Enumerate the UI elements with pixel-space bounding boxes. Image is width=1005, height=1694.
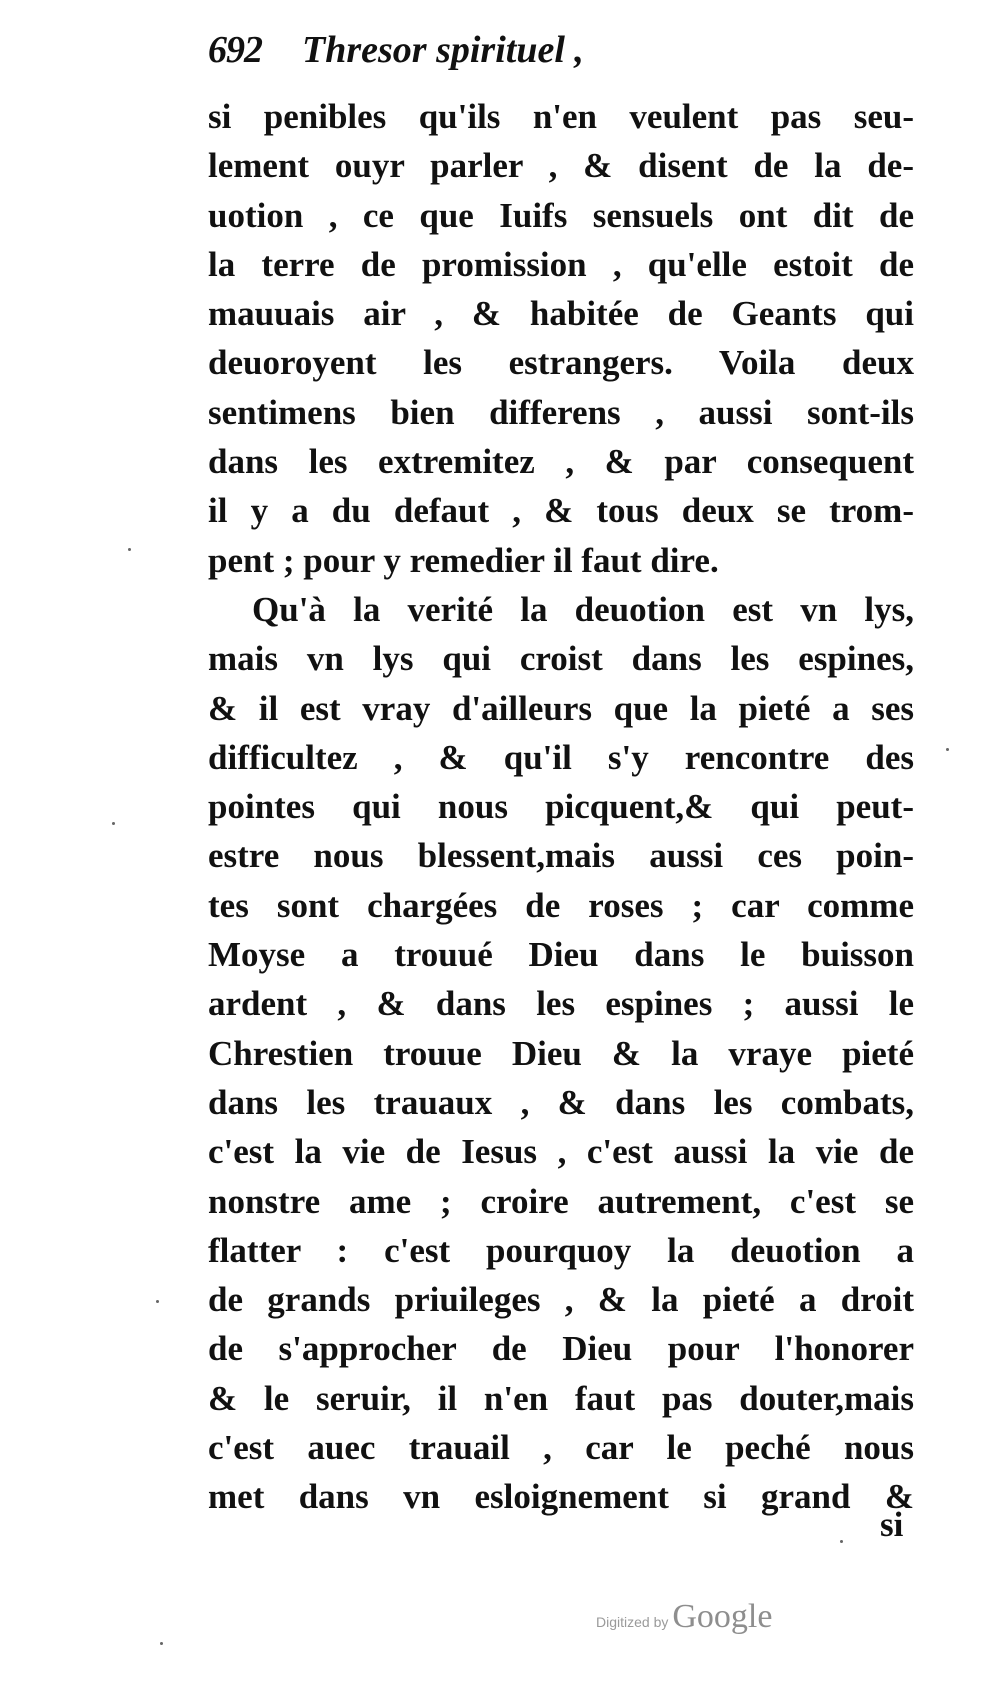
text-line: c'est la vie de Iesus , c'est aussi la vie de — [208, 1132, 914, 1172]
scan-speck — [112, 822, 115, 825]
digitized-label: Digitized by — [596, 1614, 669, 1630]
text-line: mauuais air , & habitée de Geants qui — [208, 294, 914, 334]
text-line: Chrestien trouue Dieu & la vraye pieté — [208, 1033, 914, 1073]
catchword: si — [880, 1505, 904, 1544]
scan-speck — [840, 1540, 843, 1543]
text-line: nonstre ame ; croire autrement, c'est se — [208, 1181, 914, 1221]
text-line: Moyse a trouué Dieu dans le buisson — [208, 935, 914, 975]
text-line: & il est vray d'ailleurs que la pieté a ses — [208, 688, 914, 728]
text-line: uotion , ce que Iuifs sensuels ont dit de — [208, 195, 914, 235]
text-line: de grands priuileges , & la pieté a droit — [208, 1280, 914, 1320]
text-line: de s'approcher de Dieu pour l'honorer — [208, 1329, 914, 1369]
text-line: il y a du defaut , & tous deux se trom- — [208, 491, 914, 531]
page-number: 692 — [208, 29, 262, 71]
text-line: c'est auec trauail , car le peché nous — [208, 1428, 914, 1468]
text-line: difficultez , & qu'il s'y rencontre des — [208, 737, 914, 777]
text-line: flatter : c'est pourquoy la deuotion a — [208, 1230, 914, 1270]
scan-speck — [160, 1642, 163, 1645]
text-line: ardent , & dans les espines ; aussi le — [208, 984, 914, 1024]
scan-speck — [156, 1300, 159, 1303]
text-line: mais vn lys qui croist dans les espines, — [208, 639, 914, 679]
scan-speck — [128, 548, 131, 551]
text-line: dans les trauaux , & dans les combats, — [208, 1082, 914, 1122]
text-line: & le seruir, il n'en faut pas douter,mais — [208, 1378, 914, 1418]
running-head: Thresor spirituel , — [302, 29, 584, 71]
page-header — [208, 28, 584, 78]
text-line: dans les extremitez , & par consequent — [208, 442, 914, 482]
text-line: tes sont chargées de roses ; car comme — [208, 885, 914, 925]
text-line: estre nous blessent,mais aussi ces poin- — [208, 836, 914, 876]
text-line: si penibles qu'ils n'en veulent pas seu- — [208, 97, 914, 136]
text-line: met dans vn esloignement si grand & — [208, 1477, 914, 1517]
text-line: sentimens bien differens , aussi sont-ils — [208, 392, 914, 432]
text-line: deuoroyent les estrangers. Voila deux — [208, 343, 914, 383]
digitized-by-watermark — [596, 1598, 772, 1636]
body-text — [208, 92, 914, 1522]
text-line: pent ; pour y remedier il faut dire. — [208, 540, 719, 580]
google-logo-text: Google — [672, 1598, 773, 1635]
text-line: Qu'à la verité la deuotion est vn lys, — [252, 589, 914, 629]
scan-speck — [946, 748, 949, 751]
text-line: la terre de promission , qu'elle estoit de — [208, 244, 914, 284]
text-line: pointes qui nous picquent,& qui peut- — [208, 787, 914, 827]
text-line: lement ouyr parler , & disent de la de- — [208, 146, 914, 186]
